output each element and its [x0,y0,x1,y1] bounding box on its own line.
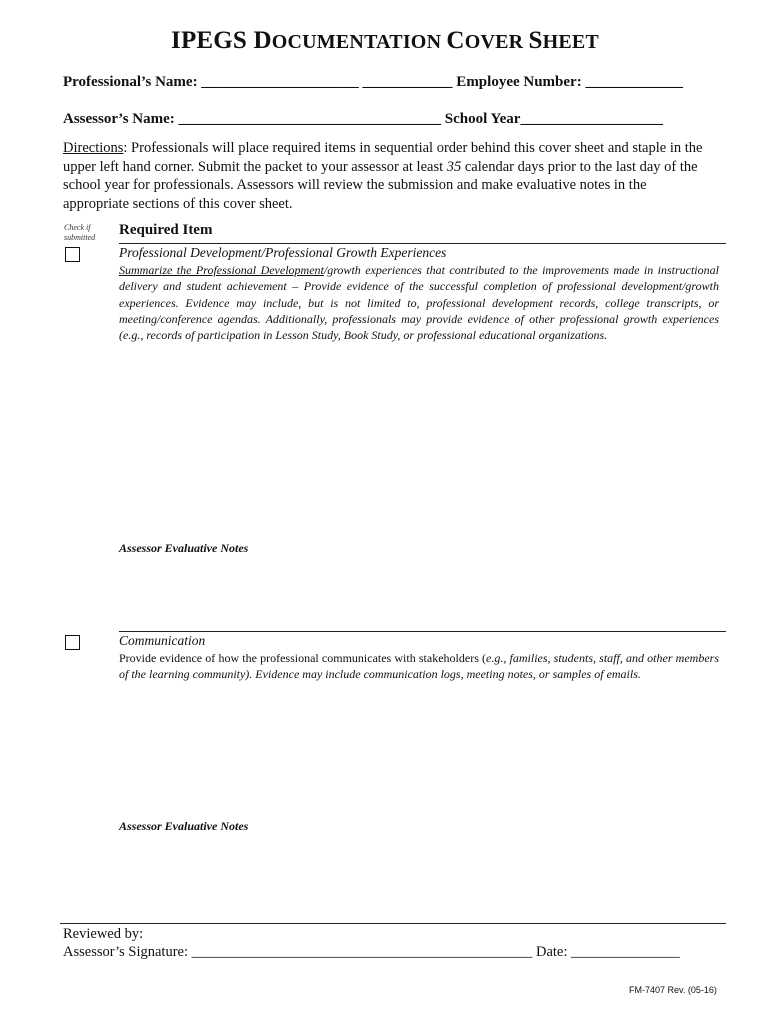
title-part: OVER [464,31,529,53]
check-label-line: Check if [64,223,91,232]
check-label-line: submitted [64,233,96,242]
form-number: FM-7407 Rev. (05-16) [629,985,717,995]
section-body-text: /growth experiences that contributed to the improvements made in instructional delivery and student achievement – Provide evidence of the successful completion of professional development/growth experiences. Evidence may include, but is not limited to, professional development records, college transcripts, or meeting/conference agendas. Additionally, professionals may provide evidence of other professional growth experiences (e.g., records of participation in Lesson Study, Book Study, or professional educational organizations. [119,263,719,343]
submitted-checkbox-communication[interactable] [65,635,80,650]
assessor-notes-label: Assessor Evaluative Notes [119,541,249,555]
submitted-checkbox-professional-development[interactable] [65,247,80,262]
professional-name-field[interactable]: Professional’s Name: _____________________ ____________ Employee Number: _____________ [63,74,683,90]
directions-text-end: calendar days prior to the last day of the school year for professionals. Assessors will review the submission and make evaluative notes in the appropriate sections of this cover sheet. [63,158,698,212]
section-body-underlined: Summarize the Professional Development [119,263,324,277]
section-title-professional-development: Professional Development/Professional Growth Experiences [119,245,447,260]
section-body-text: e.g., families, students, staff, and other members of the learning community). Evidence may include communication logs, meeting notes, or samples of emails. [119,651,719,682]
header-divider [119,243,726,244]
reviewed-by-label: Reviewed by: [63,926,144,942]
page-title [0,27,770,55]
directions-label: Directions [63,140,124,156]
title-part: OCUMENTATION [271,31,447,53]
title-part: S [528,27,543,54]
required-item-header: Required Item [119,222,213,238]
directions-text: : Professionals will place required items in sequential order behind this cover sheet and staple in the upper left hand corner. Submit the packet to your assessor at least [63,140,703,175]
assessor-notes-area-communication[interactable] [119,840,719,918]
directions-paragraph [63,139,713,213]
signature-divider [60,923,726,924]
section-title-communication: Communication [119,633,206,648]
section-body-communication [119,650,719,683]
assessor-notes-label: Assessor Evaluative Notes [119,819,249,833]
assessor-name-field[interactable]: Assessor’s Name: ___________________________________ School Year___________________ [63,111,663,127]
title-part: IPEGS [171,27,254,54]
assessor-notes-area-professional-development[interactable] [119,562,719,626]
title-part: C [446,27,465,54]
section-body-professional-development [119,262,719,343]
section-divider [119,631,726,632]
assessor-signature-field[interactable]: Assessor’s Signature: _______________________________________________ Date: _______________ [63,944,680,960]
section-body-upright: Provide evidence of how the professional communicates with stakeholders ( [119,651,487,665]
title-part: D [253,27,272,54]
days-value: 35 [446,158,462,175]
check-if-submitted-label [64,223,95,243]
title-part: HEET [542,31,599,53]
